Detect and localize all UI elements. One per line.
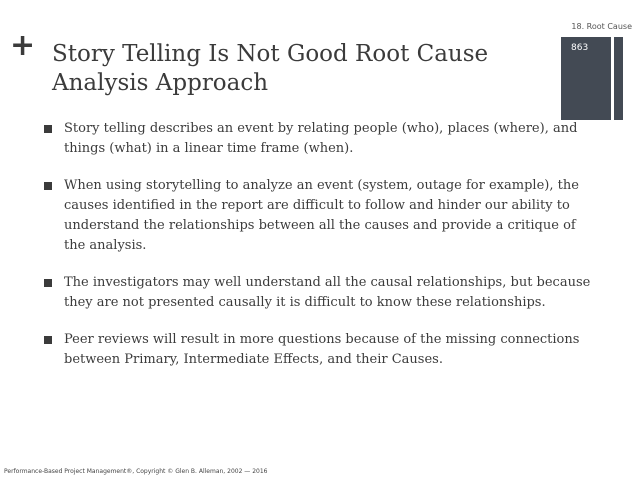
bullet-text: Story telling describes an event by relating people (who), places (where), and things (what) in a linear time frame (when). bbox=[64, 121, 578, 156]
footer-copyright: Performance-Based Project Management®, Copyright © Glen B. Alleman, 2002 — 2016 bbox=[4, 468, 268, 475]
slide-title: Story Telling Is Not Good Root Cause Analysis Approach bbox=[52, 41, 489, 96]
square-bullet-icon bbox=[44, 279, 52, 287]
accent-stripe bbox=[614, 37, 623, 120]
slide-number: 863 bbox=[571, 43, 589, 53]
square-bullet-icon bbox=[44, 125, 52, 133]
bullet-text: Peer reviews will result in more questions because of the missing connections between Primary, Intermediate Effects, and their Causes. bbox=[64, 332, 580, 367]
plus-icon: + bbox=[10, 28, 36, 63]
section-label: 18. Root Cause bbox=[571, 22, 632, 31]
list-item bbox=[44, 176, 599, 256]
square-bullet-icon bbox=[44, 336, 52, 344]
list-item bbox=[44, 273, 599, 313]
bullet-text: When using storytelling to analyze an event (system, outage for example), the causes identified in the report are difficult to follow and hinder our ability to understand the relationships between all the causes and provide a critique of the analysis. bbox=[64, 178, 579, 253]
list-item bbox=[44, 330, 599, 370]
square-bullet-icon bbox=[44, 182, 52, 190]
bullet-text: The investigators may well understand all the causal relationships, but because they are not presented causally it is difficult to know these relationships. bbox=[64, 275, 591, 310]
list-item bbox=[44, 119, 599, 159]
bullet-list bbox=[44, 119, 599, 387]
